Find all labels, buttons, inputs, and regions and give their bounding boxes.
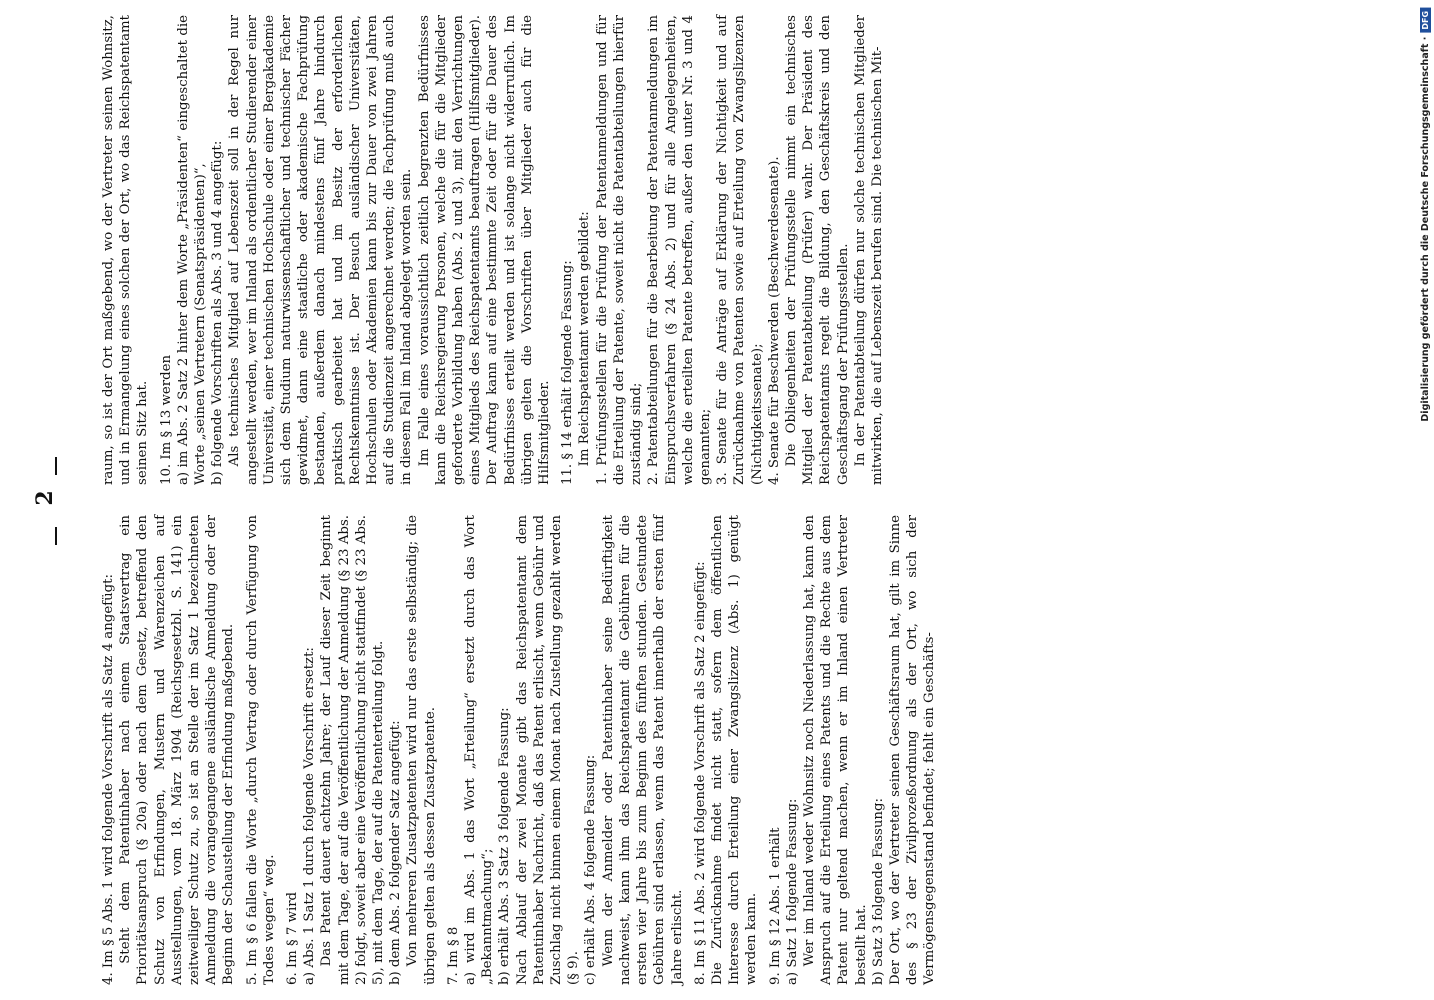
paragraph: 10. Im § 13 werden xyxy=(158,354,174,485)
paragraph: Das Patent dauert achtzehn Jahre; der Lauf dieser Zeit beginnt mit dem Tage, der auf die Veröffentlichung der Anmeldung (§ 23 Abs. 2) folgt, soweit aber eine Veröffentlichung nicht stattfindet (§ 23 Abs. 5), mit dem Tage, der auf die Patenterteilung folgt. xyxy=(319,515,387,985)
paragraph: b) Satz 3 folgende Fassung: xyxy=(870,798,886,985)
paragraph: Im Falle eines voraussichtlich zeitlich begrenzten Bedürfnisses kann die Reichsregierung Personen, welche die für die Mitglieder geforderte Vorbildung haben (Abs. 2 und 3), mit den Verrichtungen eines Mitglieds des Reichspatentamts beauftragen (Hilfsmitglieder). Der Auftrag kann auf eine bestimmte Zeit oder für die Dauer des Bedürfnisses erteilt werden und ist solange nicht widerruflich. Im übrigen gelten die Vorschriften über Mitglieder auch für die Hilfsmitglieder. xyxy=(416,15,553,485)
paragraph: In der Patentabteilung dürfen nur solche technischen Mitglieder mitwirken, die auf Lebenszeit berufen sind. Die technischen Mit- xyxy=(852,15,885,485)
dfg-logo: DFG xyxy=(1420,8,1431,33)
paragraph: 1. Prüfungsstellen für die Prüfung der Patentanmeldungen und für die Erteilung der Patente, soweit nicht die Patentabteilungen hierfür zuständig sind; xyxy=(594,15,645,485)
paragraph: a) Abs. 1 Satz 1 durch folgende Vorschrift ersetzt: xyxy=(302,647,318,985)
digitization-credit xyxy=(1415,0,1434,1000)
paragraph: Die Zurücknahme findet nicht statt, sofern dem öffentlichen Interesse durch Erteilung einer Zwangslizenz (Abs. 1) genügt werden kann. xyxy=(709,515,760,985)
paragraph: b) erhält Abs. 3 Satz 3 folgende Fassung: xyxy=(497,707,513,985)
paragraph: 9. Im § 12 Abs. 1 erhält xyxy=(767,827,783,985)
paragraph: 5. Im § 6 fallen die Worte „durch Vertrag oder durch Verfügung von Todes wegen“ weg. xyxy=(244,515,277,985)
paragraph: a) im Abs. 2 Satz 2 hinter dem Worte „Präsidenten“ eingeschaltet die Worte „seinen Vertretern (Senatspräsidenten)“, xyxy=(175,15,209,485)
paragraph: Als technisches Mitglied auf Lebenszeit soll in der Regel nur angestellt werden, wer im Inland als ordentlicher Studierender einer Universität, einer technischen Hochschule oder einer Bergakademie sich dem Studium naturwissenschaftlicher und technischer Fächer gewidmet, dann eine staatliche oder akademische Fachprüfung bestanden, außerdem danach mindestens fünf Jahre hindurch praktisch gearbeitet hat und im Besitz der erforderlichen Rechtskenntnisse ist. Der Besuch ausländischer Universitäten, Hochschulen oder Akademien kann bis zur Dauer von zwei Jahren auf die Studienzeit angerechnet werden; die Fachprüfung muß auch in diesem Fall im Inland abgelegt worden sein. xyxy=(227,15,415,485)
paragraph: raum, so ist der Ort maßgebend, wo der Vertreter seinen Wohnsitz, und in Ermangelung eines solchen der Ort, wo das Reichspatentamt seinen Sitz hat. xyxy=(101,15,151,485)
paragraph: Steht dem Patentinhaber nach einem Staatsvertrag ein Prioritätsanspruch (§ 20a) oder nach dem Gesetz, betreffend den Schutz von Erfindungen, Mustern und Warenzeichen auf Ausstellungen, vom 18. März 1904 (Reichsgesetzbl. S. 141) ein zeitweiliger Schutz zu, so ist an Stelle der im Satz 1 bezeichneten Anmeldung die vorangegangene ausländische Anmeldung oder der Beginn der Schaustellung der Erfindung maßgebend. xyxy=(118,515,237,985)
paragraph: 4. Im § 5 Abs. 1 wird folgende Vorschrift als Satz 4 angefügt: xyxy=(101,573,116,985)
page-header xyxy=(0,0,95,1000)
page-number: 2 xyxy=(32,490,58,506)
paragraph: 2. Patentabteilungen für die Bearbeitung der Patentanmeldungen im Einspruchsverfahren (§ 24 Abs. 2) und für alle Angelegenheiten, welche die erteilten Patente betreffen, außer den unter Nr. 3 und 4 genannten; xyxy=(646,15,713,485)
paragraph: Von mehreren Zusatzpatenten wird nur das erste selbständig; die übrigen gelten als dessen Zusatzpatente. xyxy=(405,515,438,985)
paragraph: Der Ort, wo der Vertreter seinen Geschäftsraum hat, gilt im Sinne des § 23 der Zivilprozeßordnung als der Ort, wo sich der Vermögensgegenstand befindet; fehlt ein Geschäfts- xyxy=(887,515,938,985)
paragraph: 3. Senate für die Anträge auf Erklärung der Nichtigkeit und auf Zurücknahme von Patenten sowie auf Erteilung von Zwangslizenzen (Nichtigkeitssenate); xyxy=(715,15,765,485)
paragraph: Wer im Inland weder Wohnsitz noch Niederlassung hat, kann den Anspruch auf die Erteilung eines Patents und die Rechte aus dem Patent nur geltend machen, wenn er im Inland einen Vertreter bestellt hat. xyxy=(801,515,869,985)
paragraph: Wenn der Anmelder oder Patentinhaber seine Bedürftigkeit nachweist, kann ihm das Reichspatentamt die Gebühren für die ersten vier Jahre bis zum Beginn des fünften stunden. Gestundete Gebühren sind erlassen, wenn das Patent innerhalb der ersten fünf Jahre erlischt. xyxy=(600,515,685,985)
paragraph: Im Reichspatentamt werden gebildet: xyxy=(577,211,593,467)
paragraph: b) dem Abs. 2 folgender Satz angefügt: xyxy=(388,720,404,985)
paragraph: a) Satz 1 folgende Fassung: xyxy=(784,798,800,985)
left-text-column xyxy=(100,515,939,985)
paragraph: 11. § 14 erhält folgende Fassung: xyxy=(560,260,576,485)
paragraph: 8. Im § 11 Abs. 2 wird folgende Vorschrift als Satz 2 eingefügt: xyxy=(692,561,708,985)
paragraph: 6. Im § 7 wird xyxy=(285,891,301,985)
paragraph: a) wird im Abs. 1 das Wort „Erteilung“ ersetzt durch das Wort „Bekanntmachung“; xyxy=(463,515,496,985)
paragraph: Nach Ablauf der zwei Monate gibt das Reichspatentamt dem Patentinhaber Nachricht, daß das Patent erlischt, wenn Gebühr und Zuschlag nicht binnen einem Monat nach Zustellung gezahlt werden (§ 9). xyxy=(514,515,582,985)
header-dash-left xyxy=(55,527,57,545)
paragraph: c) erhält Abs. 4 folgende Fassung: xyxy=(583,754,599,985)
right-text-column xyxy=(100,15,886,485)
header-dash-right xyxy=(55,457,57,475)
paragraph: Die Obliegenheiten der Prüfungsstelle nimmt ein technisches Mitglied der Patentabteilung (Prüfer) wahr. Der Präsident des Reichspatentamts regelt die Bildung, den Geschäftskreis und den Geschäftsgang der Prüfungsstellen. xyxy=(783,15,851,485)
paragraph: 7. Im § 8 xyxy=(445,926,461,985)
paragraph: b) folgende Vorschriften als Abs. 3 und 4 angefügt: xyxy=(210,140,226,485)
credit-text: Digitalisierung gefördert durch die Deutsche Forschungsgemeinschaft · xyxy=(1419,36,1431,422)
paragraph: 4. Senate für Beschwerden (Beschwerdesenate). xyxy=(766,156,782,485)
